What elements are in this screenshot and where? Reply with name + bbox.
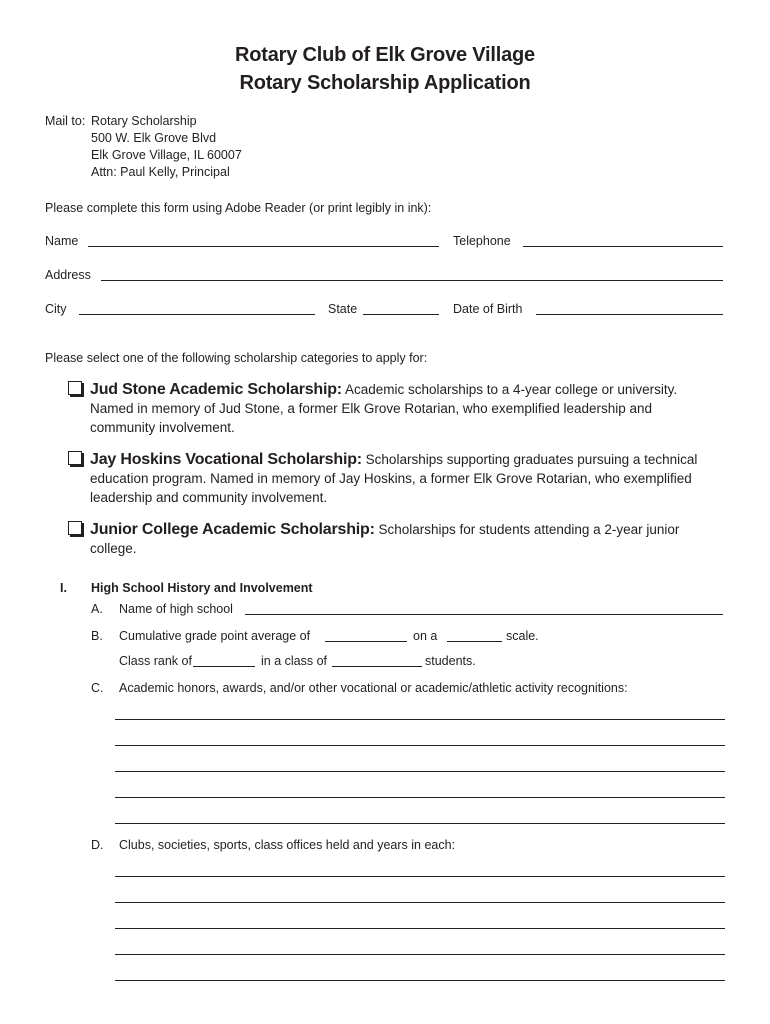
categories-prompt: Please select one of the following scholarship categories to apply for: xyxy=(45,351,428,365)
telephone-label: Telephone xyxy=(453,234,511,248)
gpa-label: Cumulative grade point average of xyxy=(119,629,311,643)
honors-line-4[interactable] xyxy=(115,797,725,798)
mail-to-line-3: Elk Grove Village, IL 60007 xyxy=(91,148,242,162)
junior-college-desc-first: Scholarships for students attending a 2-year junior xyxy=(378,522,680,537)
class-size-field[interactable] xyxy=(332,666,422,667)
address-field[interactable] xyxy=(101,280,723,281)
honors-line-5[interactable] xyxy=(115,823,725,824)
gpa-field[interactable] xyxy=(325,641,407,642)
jud-stone-title: Jud Stone Academic Scholarship: xyxy=(90,381,342,398)
mail-to-line-4: Attn: Paul Kelly, Principal xyxy=(91,165,230,179)
jud-stone-desc-line-3: community involvement. xyxy=(90,420,235,435)
name-field[interactable] xyxy=(88,246,439,247)
item-b-letter: B. xyxy=(91,629,103,643)
junior-college-title: Junior College Academic Scholarship: xyxy=(90,521,375,538)
item-d-letter: D. xyxy=(91,838,104,852)
class-size-label: in a class of xyxy=(261,654,328,668)
state-field[interactable] xyxy=(363,314,439,315)
clubs-label: Clubs, societies, sports, class offices held and years in each: xyxy=(119,838,456,852)
category-junior-college xyxy=(68,520,730,558)
category-jay-hoskins xyxy=(68,450,730,507)
dob-field[interactable] xyxy=(536,314,723,315)
category-jud-stone xyxy=(68,380,730,437)
jay-hoskins-desc-line-3: leadership and community involvement. xyxy=(90,490,328,505)
mail-to-line-2: 500 W. Elk Grove Blvd xyxy=(91,131,217,145)
honors-line-1[interactable] xyxy=(115,719,725,720)
jay-hoskins-desc-line-2: education program. Named in memory of Jay Hoskins, a former Elk Grove Rotarian, who exemplified xyxy=(90,471,692,486)
clubs-line-2[interactable] xyxy=(115,902,725,903)
jay-hoskins-title: Jay Hoskins Vocational Scholarship: xyxy=(90,451,362,468)
class-rank-label: Class rank of xyxy=(119,654,192,668)
section-1-title: High School History and Involvement xyxy=(91,581,313,595)
jud-stone-desc-first: Academic scholarships to a 4-year college or university. xyxy=(344,382,678,397)
clubs-line-1[interactable] xyxy=(115,876,725,877)
dob-label: Date of Birth xyxy=(453,302,523,316)
section-1-numeral: I. xyxy=(60,581,67,595)
instructions: Please complete this form using Adobe Reader (or print legibly in ink): xyxy=(45,201,432,215)
mail-to-label: Mail to: xyxy=(45,114,86,128)
jay-hoskins-checkbox[interactable] xyxy=(68,451,82,465)
form-title-line1: Rotary Club of Elk Grove Village xyxy=(235,44,535,66)
state-label: State xyxy=(328,302,358,316)
jud-stone-desc-line-2: Named in memory of Jud Stone, a former Elk Grove Rotarian, who exemplified leadership and xyxy=(90,401,653,416)
gpa-scale-label: scale. xyxy=(506,629,539,643)
junior-college-checkbox[interactable] xyxy=(68,521,82,535)
item-c-letter: C. xyxy=(91,681,104,695)
mail-to-line-1: Rotary Scholarship xyxy=(91,114,197,128)
students-label: students. xyxy=(425,654,476,668)
honors-line-2[interactable] xyxy=(115,745,725,746)
class-rank-field[interactable] xyxy=(193,666,255,667)
clubs-line-4[interactable] xyxy=(115,954,725,955)
honors-line-3[interactable] xyxy=(115,771,725,772)
clubs-line-3[interactable] xyxy=(115,928,725,929)
city-label: City xyxy=(45,302,67,316)
address-label: Address xyxy=(45,268,91,282)
clubs-line-5[interactable] xyxy=(115,980,725,981)
telephone-field[interactable] xyxy=(523,246,723,247)
high-school-label: Name of high school xyxy=(119,602,233,616)
jay-hoskins-desc-first: Scholarships supporting graduates pursuing a technical xyxy=(365,452,698,467)
jud-stone-checkbox[interactable] xyxy=(68,381,82,395)
gpa-on-a-label: on a xyxy=(413,629,438,643)
form-title-line2: Rotary Scholarship Application xyxy=(239,72,531,94)
junior-college-desc-line-2: college. xyxy=(90,541,137,556)
honors-label: Academic honors, awards, and/or other vocational or academic/athletic activity recognitions: xyxy=(119,681,628,695)
gpa-scale-field[interactable] xyxy=(447,641,502,642)
high-school-field[interactable] xyxy=(245,614,723,615)
item-a-letter: A. xyxy=(91,602,103,616)
name-label: Name xyxy=(45,234,79,248)
city-field[interactable] xyxy=(79,314,315,315)
